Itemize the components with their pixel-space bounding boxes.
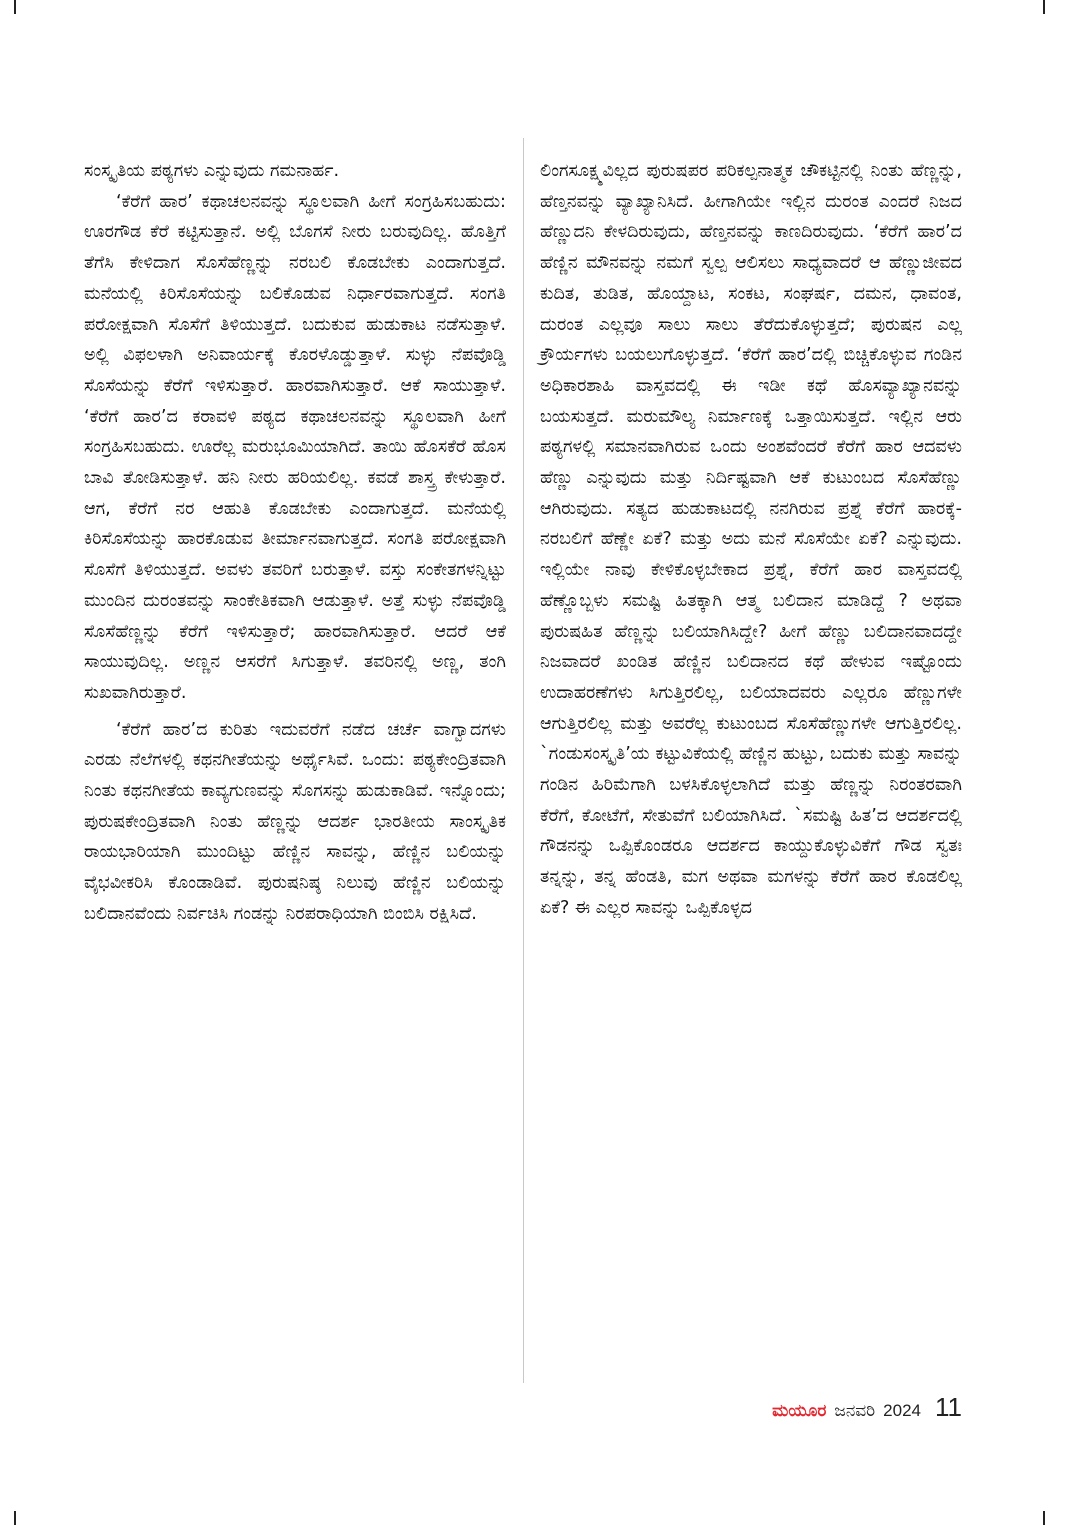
magazine-logo: ಮಯೂರ bbox=[772, 1401, 827, 1421]
crop-mark-bottom-right bbox=[1043, 1511, 1045, 1525]
paragraph: ಸಂಸ್ಕೃತಿಯ ಪಠ್ಯಗಳು ಎನ್ನುವುದು ಗಮನಾರ್ಹ. bbox=[84, 161, 340, 181]
crop-mark-top-right bbox=[1043, 0, 1045, 14]
left-column bbox=[84, 156, 506, 930]
right-column bbox=[540, 156, 962, 924]
paragraph: ‘ಕೆರೆಗೆ ಹಾರ’ ಕಥಾಚಲನವನ್ನು ಸ್ಥೂಲವಾಗಿ ಹೀಗೆ ಸಂಗ್ರಹಿಸಬಹುದು: ಊರಗೌಡ ಕೆರೆ ಕಟ್ಟಿಸುತ್ತಾನೆ. ಅಲ್ಲಿ ಬೊಗಸೆ ನೀರು ಬರುವುದಿಲ್ಲ. ಹೊತ್ತಿಗೆ ತೆಗೆಸಿ ಕೇಳಿದಾಗ ಸೊಸೆಹೆಣ್ಣನ್ನು ನರಬಲಿ ಕೊಡಬೇಕು ಎಂದಾಗುತ್ತದೆ. ಮನೆಯಲ್ಲಿ ಕಿರಿಸೊಸೆಯನ್ನು ಬಲಿಕೊಡುವ ನಿರ್ಧಾರವಾಗುತ್ತದೆ. ಸಂಗತಿ ಪರೋಕ್ಷವಾಗಿ ಸೊಸೆಗೆ ತಿಳಿಯುತ್ತದೆ. ಬದುಕುವ ಹುಡುಕಾಟ ನಡೆಸುತ್ತಾಳೆ. ಅಲ್ಲಿ ವಿಫಲಳಾಗಿ ಅನಿವಾರ್ಯಕ್ಕೆ ಕೊರಳೊಡ್ಡುತ್ತಾಳೆ. ಸುಳ್ಳು ನೆಪವೊಡ್ಡಿ ಸೊಸೆಯನ್ನು ಕೆರೆಗೆ ಇಳಿಸುತ್ತಾರೆ. ಹಾರವಾಗಿಸುತ್ತಾರೆ. ಆಕೆ ಸಾಯುತ್ತಾಳೆ. ‘ಕೆರೆಗೆ ಹಾರ’ದ ಕರಾವಳಿ ಪಠ್ಯದ ಕಥಾಚಲನವನ್ನು ಸ್ಥೂಲವಾಗಿ ಹೀಗೆ ಸಂಗ್ರಹಿಸಬಹುದು. ಊರೆಲ್ಲ ಮರುಭೂಮಿಯಾಗಿದೆ. ತಾಯಿ ಹೊಸಕೆರೆ ಹೊಸ ಬಾವಿ ತೋಡಿಸುತ್ತಾಳೆ. ಹನಿ ನೀರು ಹರಿಯಲಿಲ್ಲ. ಕವಡೆ ಶಾಸ್ತ್ರ ಕೇಳುತ್ತಾರೆ. ಆಗ, ಕೆರೆಗೆ ನರ ಆಹುತಿ ಕೊಡಬೇಕು ಎಂದಾಗುತ್ತದೆ. ಮನೆಯಲ್ಲಿ ಕಿರಿಸೊಸೆಯನ್ನು ಹಾರಕೊಡುವ ತೀರ್ಮಾನವಾಗುತ್ತದೆ. ಸಂಗತಿ ಪರೋಕ್ಷವಾಗಿ ಸೊಸೆಗೆ ತಿಳಿಯುತ್ತದೆ. ಅವಳು ತವರಿಗೆ ಬರುತ್ತಾಳೆ. ವಸ್ತು ಸಂಕೇತಗಳನ್ನಿಟ್ಟು ಮುಂದಿನ ದುರಂತವನ್ನು ಸಾಂಕೇತಿಕವಾಗಿ ಆಡುತ್ತಾಳೆ. ಅತ್ತೆ ಸುಳ್ಳು ನೆಪವೊಡ್ಡಿ ಸೊಸೆಹೆಣ್ಣನ್ನು ಕೆರೆಗೆ ಇಳಿಸುತ್ತಾರೆ; ಹಾರವಾಗಿಸುತ್ತಾರೆ. ಆದರೆ ಆಕೆ ಸಾಯುವುದಿಲ್ಲ. ಅಣ್ಣನ ಆಸರೆಗೆ ಸಿಗುತ್ತಾಳೆ. ತವರಿನಲ್ಲಿ ಅಣ್ಣ, ತಂಗಿ ಸುಖವಾಗಿರುತ್ತಾರೆ. bbox=[84, 191, 506, 703]
crop-mark-top-left bbox=[14, 0, 16, 14]
paragraph: ಲಿಂಗಸೂಕ್ಷ್ಮವಿಲ್ಲದ ಪುರುಷಪರ ಪರಿಕಲ್ಪನಾತ್ಮಕ ಚೌಕಟ್ಟಿನಲ್ಲಿ ನಿಂತು ಹೆಣ್ಣನ್ನು, ಹೆಣ್ತನವನ್ನು ವ್ಯಾಖ್ಯಾನಿಸಿದೆ. ಹೀಗಾಗಿಯೇ ಇಲ್ಲಿನ ದುರಂತ ಎಂದರೆ ನಿಜದ ಹೆಣ್ಣುದನಿ ಕೇಳದಿರುವುದು, ಹೆಣ್ತನವನ್ನು ಕಾಣದಿರುವುದು. ‘ಕೆರೆಗೆ ಹಾರ’ದ ಹೆಣ್ಣಿನ ಮೌನವನ್ನು ನಮಗೆ ಸ್ವಲ್ಪ ಆಲಿಸಲು ಸಾಧ್ಯವಾದರೆ ಆ ಹೆಣ್ಣುಜೀವದ ಕುದಿತ, ತುಡಿತ, ಹೊಯ್ದಾಟ, ಸಂಕಟ, ಸಂಘರ್ಷ, ದಮನ, ಧಾವಂತ, ದುರಂತ ಎಲ್ಲವೂ ಸಾಲು ಸಾಲು ತೆರೆದುಕೊಳ್ಳುತ್ತದೆ; ಪುರುಷನ ಎಲ್ಲ ಕ್ರೌರ್ಯಗಳು ಬಯಲುಗೊಳ್ಳುತ್ತದೆ. ‘ಕೆರೆಗೆ ಹಾರ’ದಲ್ಲಿ ಬಿಚ್ಚಿಕೊಳ್ಳುವ ಗಂಡಿನ ಅಧಿಕಾರಶಾಹಿ ವಾಸ್ತವದಲ್ಲಿ ಈ ಇಡೀ ಕಥೆ ಹೊಸವ್ಯಾಖ್ಯಾನವನ್ನು ಬಯಸುತ್ತದೆ. ಮರುಮೌಲ್ಯ ನಿರ್ಮಾಣಕ್ಕೆ ಒತ್ತಾಯಿಸುತ್ತದೆ. ಇಲ್ಲಿನ ಆರು ಪಠ್ಯಗಳಲ್ಲಿ ಸಮಾನವಾಗಿರುವ ಒಂದು ಅಂಶವೆಂದರೆ ಕೆರೆಗೆ ಹಾರ ಆದವಳು ಹೆಣ್ಣು ಎನ್ನುವುದು ಮತ್ತು ನಿರ್ದಿಷ್ಟವಾಗಿ ಆಕೆ ಕುಟುಂಬದ ಸೊಸೆಹೆಣ್ಣು ಆಗಿರುವುದು. ಸತ್ಯದ ಹುಡುಕಾಟದಲ್ಲಿ ನನಗಿರುವ ಪ್ರಶ್ನೆ ಕೆರೆಗೆ ಹಾರಕ್ಕೆ-ನರಬಲಿಗೆ ಹೆಣ್ಣೇ ಏಕೆ? ಮತ್ತು ಅದು ಮನೆ ಸೊಸೆಯೇ ಏಕೆ? ಎನ್ನುವುದು. ಇಲ್ಲಿಯೇ ನಾವು ಕೇಳಿಕೊಳ್ಳಬೇಕಾದ ಪ್ರಶ್ನೆ, ಕೆರೆಗೆ ಹಾರ ವಾಸ್ತವದಲ್ಲಿ ಹೆಣ್ಣೊಬ್ಬಳು ಸಮಷ್ಟಿ ಹಿತಕ್ಕಾಗಿ ಆತ್ಮ ಬಲಿದಾನ ಮಾಡಿದ್ದೆ ? ಅಥವಾ ಪುರುಷಹಿತ ಹೆಣ್ಣನ್ನು ಬಲಿಯಾಗಿಸಿದ್ದೇ? ಹೀಗೆ ಹೆಣ್ಣು ಬಲಿದಾನವಾದದ್ದೇ ನಿಜವಾದರೆ ಖಂಡಿತ ಹೆಣ್ಣಿನ ಬಲಿದಾನದ ಕಥೆ ಹೇಳುವ ಇಷ್ಟೊಂದು ಉದಾಹರಣೆಗಳು ಸಿಗುತ್ತಿರಲಿಲ್ಲ, ಬಲಿಯಾದವರು ಎಲ್ಲರೂ ಹೆಣ್ಣುಗಳೇ ಆಗುತ್ತಿರಲಿಲ್ಲ ಮತ್ತು ಅವರೆಲ್ಲ ಕುಟುಂಬದ ಸೊಸೆಹೆಣ್ಣುಗಳೇ ಆಗುತ್ತಿರಲಿಲ್ಲ. `ಗಂಡುಸಂಸ್ಕೃತಿ’ಯ ಕಟ್ಟುವಿಕೆಯಲ್ಲಿ ಹೆಣ್ಣಿನ ಹುಟ್ಟು, ಬದುಕು ಮತ್ತು ಸಾವನ್ನು ಗಂಡಿನ ಹಿರಿಮೆಗಾಗಿ ಬಳಸಿಕೊಳ್ಳಲಾಗಿದೆ ಮತ್ತು ಹೆಣ್ಣನ್ನು ನಿರಂತರವಾಗಿ ಕೆರೆಗೆ, ಕೋಟೆಗೆ, ಸೇತುವೆಗೆ ಬಲಿಯಾಗಿಸಿದೆ. `ಸಮಷ್ಟಿ ಹಿತ’ದ ಆದರ್ಶದಲ್ಲಿ ಗೌಡನನ್ನು ಒಪ್ಪಿಕೊಂಡರೂ ಆದರ್ಶದ ಕಾಯ್ದುಕೊಳ್ಳುವಿಕೆಗೆ ಗೌಡ ಸ್ವತಃ ತನ್ನನ್ನು, ತನ್ನ ಹೆಂಡತಿ, ಮಗ ಅಥವಾ ಮಗಳನ್ನು ಕೆರೆಗೆ ಹಾರ ಕೊಡಲಿಲ್ಲ ಏಕೆ? ಈ ಎಲ್ಲರ ಸಾವನ್ನು ಒಪ್ಪಿಕೊಳ್ಳದ bbox=[540, 161, 962, 918]
page-footer bbox=[772, 1392, 962, 1423]
issue-year: 2024 bbox=[883, 1401, 921, 1420]
issue-month: ಜನವರಿ bbox=[834, 1401, 876, 1421]
paragraph: ‘ಕೆರೆಗೆ ಹಾರ’ದ ಕುರಿತು ಇದುವರೆಗೆ ನಡೆದ ಚರ್ಚೆ ವಾಗ್ವಾದಗಳು ಎರಡು ನೆಲೆಗಳಲ್ಲಿ ಕಥನಗೀತೆಯನ್ನು ಅರ್ಥೈಸಿವೆ. ಒಂದು: ಪಠ್ಯಕೇಂದ್ರಿತವಾಗಿ ನಿಂತು ಕಥನಗೀತೆಯ ಕಾವ್ಯಗುಣವನ್ನು ಸೊಗಸನ್ನು ಹುಡುಕಾಡಿವೆ. ಇನ್ನೊಂದು; ಪುರುಷಕೇಂದ್ರಿತವಾಗಿ ನಿಂತು ಹೆಣ್ಣನ್ನು ಆದರ್ಶ ಭಾರತೀಯ ಸಾಂಸ್ಕೃತಿಕ ರಾಯಭಾರಿಯಾಗಿ ಮುಂದಿಟ್ಟು ಹೆಣ್ಣಿನ ಸಾವನ್ನು, ಹೆಣ್ಣಿನ ಬಲಿಯನ್ನು ವೈಭವೀಕರಿಸಿ ಕೊಂಡಾಡಿವೆ. ಪುರುಷನಿಷ್ಠ ನಿಲುವು ಹೆಣ್ಣಿನ ಬಲಿಯನ್ನು ಬಲಿದಾನವೆಂದು ನಿರ್ವಚಿಸಿ ಗಂಡನ್ನು ನಿರಪರಾಧಿಯಾಗಿ ಬಿಂಬಿಸಿ ರಕ್ಷಿಸಿದೆ. bbox=[84, 719, 506, 924]
page-number: 11 bbox=[935, 1392, 962, 1422]
column-divider bbox=[523, 138, 524, 1383]
crop-mark-bottom-left bbox=[14, 1511, 16, 1525]
